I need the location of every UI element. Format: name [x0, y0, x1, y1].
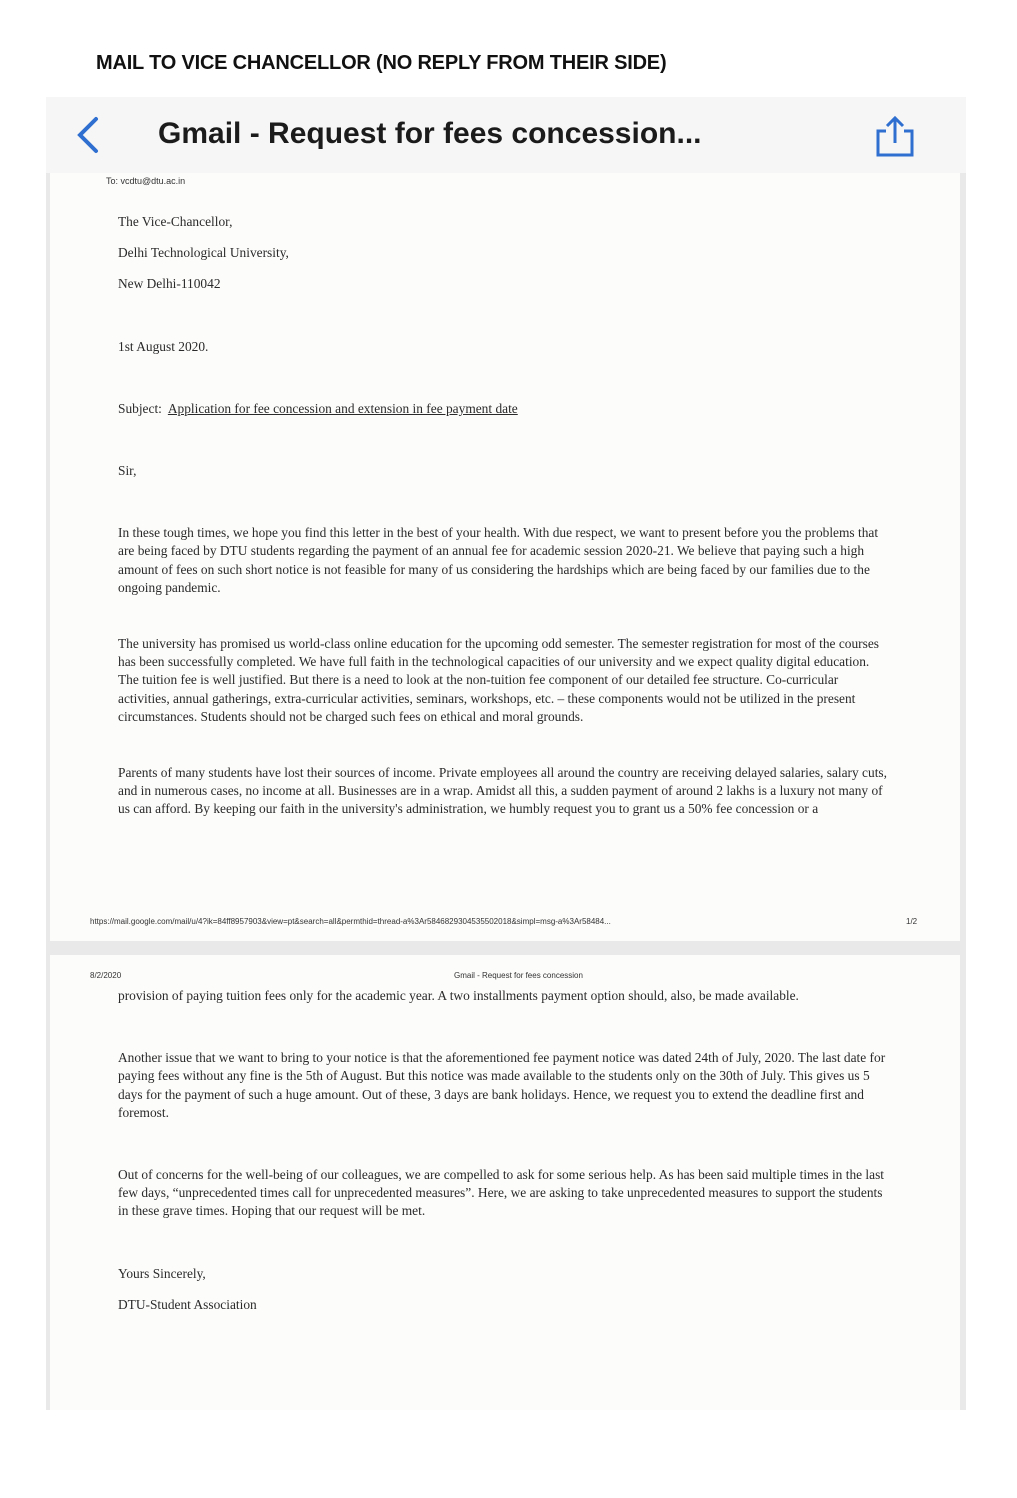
letter-page-1	[50, 173, 960, 941]
closing: Yours Sincerely,	[118, 1265, 206, 1281]
address-line: Delhi Technological University,	[118, 245, 289, 261]
subject-line	[118, 400, 892, 418]
paragraph: The university has promised us world-class online education for the upcoming odd semester. The semester registration for most of the courses has been successfully completed. We have full faith in the technological capacities of our university and we expect quality digital education. The tuition fee is well justified. But there is a need to look at the non-tuition fee component of our detailed fee structure. Co-curricular activities, annual gatherings, extra-curricular activities, seminars, workshops, etc. – these components would not be utilized in the present circumstances. Students should not be charged such fees on ethical and moral grounds.	[118, 636, 879, 724]
footer-url: https://mail.google.com/mail/u/4?ik=84ff8957903&view=pt&search=all&permthid=thread-a%3Ar5846829304535502018&simpl=msg-a%3Ar58484...	[90, 917, 611, 926]
address-line: The Vice-Chancellor,	[118, 214, 233, 229]
paragraph: Another issue that we want to bring to your notice is that the aforementioned fee payment notice was dated 24th of July, 2020. The last date for paying fees without any fine is the 5th of August. But this notice was made available to the students only on the 30th of July. This gives us 5 days for the payment of such a huge amount. Out of these, 3 days are bank holidays. Hence, we request you to extend the deadline first and foremost.	[118, 1050, 886, 1120]
document-caption: MAIL TO VICE CHANCELLOR (NO REPLY FROM THEIR SIDE)	[96, 52, 667, 74]
signature: DTU-Student Association	[118, 1296, 257, 1312]
paragraph: Out of concerns for the well-being of our colleagues, we are compelled to ask for some serious help. As has been said multiple times in the last few days, “unprecedented times call for unprecedented measures”. Here, we are asking to take unprecedented measures to support the students in these grave times. Hoping that our request will be met.	[118, 1167, 885, 1219]
print-date: 8/2/2020	[90, 971, 122, 980]
letter-body-2	[118, 987, 892, 1314]
top-bar	[46, 97, 966, 173]
paragraph: Parents of many students have lost their sources of income. Private employees all around the country are receiving delayed salaries, salary cuts, and in numerous cases, no income at all. Businesses are in a wrap. Amidst all this, a sudden payment of around 2 lakhs is a luxury not many of us can afford. By keeping our faith in the university's administration, we humbly request you to grant us a 50% fee concession or a	[118, 765, 887, 817]
print-title: Gmail - Request for fees concession	[454, 971, 583, 980]
address-line: New Delhi-110042	[118, 276, 221, 292]
chevron-left-icon[interactable]	[72, 115, 108, 155]
address-block	[118, 213, 892, 819]
letter-page-2	[50, 955, 960, 1410]
share-icon[interactable]	[872, 115, 918, 159]
mail-title: Gmail - Request for fees concession...	[158, 117, 702, 150]
subject-text: Application for fee concession and extension in fee payment date	[167, 400, 518, 416]
salutation: Sir,	[118, 463, 137, 479]
paragraph: In these tough times, we hope you find this letter in the best of your health. With due respect, we want to present before you the problems that are being faced by DTU students regarding the payment of an annual fee for academic session 2020-21. We believe that paying such a high amount of fees on such short notice is not feasible for many of us considering the hardships which are being faced by our families due to the ongoing pandemic.	[118, 525, 879, 595]
paragraph: provision of paying tuition fees only for the academic year. A two installments payment option should, also, be made available.	[118, 988, 799, 1003]
recipient: To: vcdtu@dtu.ac.in	[106, 176, 186, 186]
letter-date: 1st August 2020.	[118, 338, 209, 354]
page-number: 1/2	[906, 917, 918, 926]
mail-screenshot	[46, 97, 966, 1410]
subject-label: Subject:	[118, 400, 162, 416]
